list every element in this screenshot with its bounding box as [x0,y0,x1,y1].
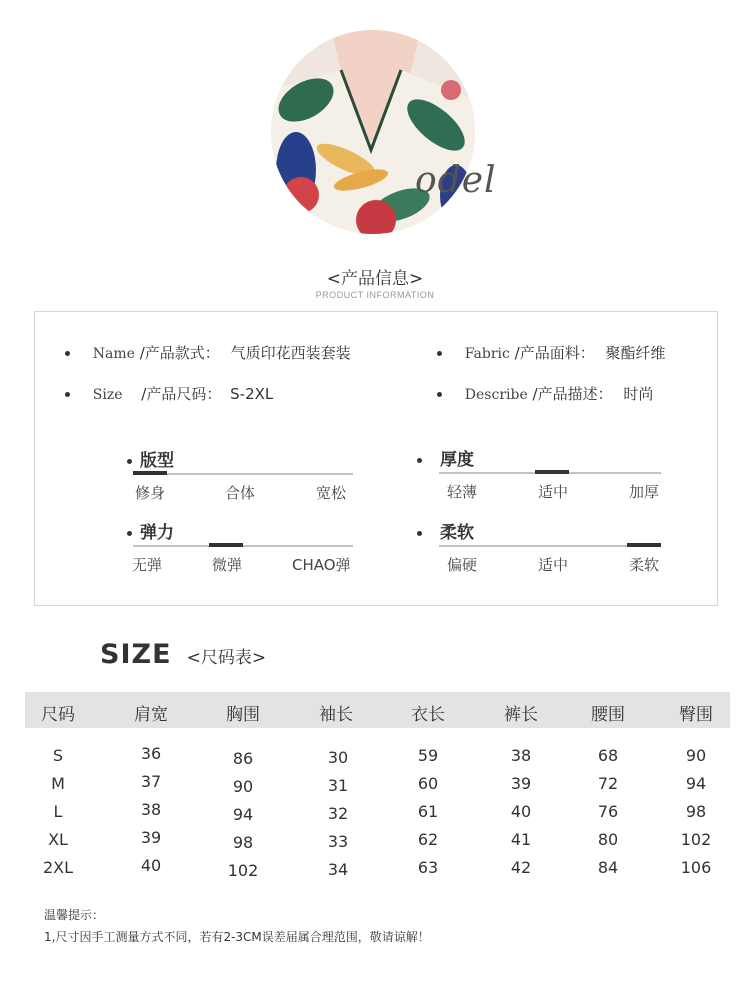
size-table-cell: L [53,802,63,821]
size-table-cell: 30 [327,748,349,767]
info-describe-label-cn: /产品描述： [532,385,613,403]
bullet-icon [65,392,70,397]
size-table-cell: 84 [597,858,619,877]
size-table-cell: 72 [597,774,619,793]
scale-thickness-title: 厚度 [417,445,474,470]
size-table-cell: 61 [417,802,439,821]
info-describe-label-en: Describe [464,387,528,403]
info-size-label-cn: /产品尺码： [141,385,222,403]
size-table-cell: 90 [685,746,707,765]
size-chart-subtitle: <尺码表> [186,648,267,668]
size-table-cell: 63 [417,858,439,877]
size-table-cell: 102 [227,861,259,880]
scale-softness-title: 柔软 [417,518,474,543]
size-table-cell: 33 [327,832,349,851]
size-table-cell: 86 [232,749,254,768]
info-fabric-label-en: Fabric [464,346,510,362]
size-table-cell: 32 [327,804,349,823]
size-table-cell: 106 [680,858,712,877]
size-table-cell: XL [48,830,68,849]
size-table-cell: 41 [510,830,532,849]
size-chart-heading [100,639,266,670]
bullet-icon [65,351,70,356]
scale-elasticity-marker [209,543,243,547]
size-table-header-cell: 臀围 [679,705,713,725]
size-table-cell: 98 [685,802,707,821]
scale-softness-option: 适中 [538,556,569,574]
info-name-label-en: Name [92,346,135,362]
scale-fit-title: 版型 [127,446,174,471]
scale-fit-marker [133,471,167,475]
info-size-row [65,383,273,404]
size-chart-title: SIZE [100,639,172,670]
size-table-cell: 36 [140,744,162,763]
size-table-header-cell: 裤长 [504,705,538,725]
size-table-cell: 94 [232,805,254,824]
info-describe-value: 时尚 [623,385,654,403]
model-script-label: odel [415,160,497,201]
product-info-subtitle: PRODUCT INFORMATION [315,290,435,300]
info-size-label-en: Size [92,387,123,403]
bullet-icon [417,531,422,536]
size-table-cell: 38 [140,800,162,819]
size-table-cell: 68 [597,746,619,765]
scale-softness [417,518,663,578]
bullet-icon [437,392,442,397]
info-fabric-value: 聚酯纤维 [605,344,666,362]
size-table-header-cell: 袖长 [319,705,353,725]
scale-softness-option: 柔软 [629,556,660,574]
scale-fit-option: 修身 [135,484,166,502]
size-table-cell: 39 [510,774,532,793]
scale-fit [127,446,353,506]
scale-elasticity [127,518,367,578]
model-photo [271,30,475,234]
scale-elasticity-option: 微弹 [212,556,243,574]
size-table-header-cell: 腰围 [591,705,625,725]
tips-heading: 温馨提示： [44,908,105,922]
scale-thickness [417,445,663,505]
scale-thickness-marker [535,470,569,474]
size-table-cell: 59 [417,746,439,765]
size-table-cell: 37 [140,772,162,791]
size-table-header-cell: 衣长 [411,705,445,725]
size-table-cell: 34 [327,860,349,879]
scale-fit-option: 宽松 [316,484,347,502]
size-table-cell: 40 [140,856,162,875]
product-info-title: <产品信息> [326,269,424,289]
scale-thickness-option: 适中 [538,483,569,501]
product-info-box [34,311,718,606]
size-table-header-cell: 尺码 [41,705,75,725]
scale-softness-marker [627,543,661,547]
info-name-value: 气质印花西装套装 [230,344,351,362]
bullet-icon [437,351,442,356]
size-table-cell: 94 [685,774,707,793]
scale-thickness-option: 加厚 [629,483,660,501]
info-fabric-label-cn: /产品面料： [514,344,595,362]
size-table-cell: S [52,746,64,765]
info-name-label-cn: /产品款式： [139,344,220,362]
scale-elasticity-option: 无弹 [132,556,163,574]
bullet-icon [127,459,132,464]
size-table-cell: 98 [232,833,254,852]
scale-elasticity-option: CHAO弹 [292,556,351,574]
scale-elasticity-title: 弹力 [127,518,174,543]
info-size-value: S-2XL [230,385,274,403]
size-table-cell: 80 [597,830,619,849]
info-describe-row [437,383,653,404]
size-table-header-cell: 胸围 [226,705,260,725]
bullet-icon [127,531,132,536]
size-table-cell: 102 [680,830,712,849]
size-table-cell: 62 [417,830,439,849]
scale-elasticity-line [133,545,353,547]
size-table-cell: 40 [510,802,532,821]
size-table-cell: 31 [327,776,349,795]
size-table-header-cell: 肩宽 [134,705,168,725]
size-table-cell: 2XL [42,858,74,877]
scale-fit-option: 合体 [225,484,256,502]
size-table-cell: 39 [140,828,162,847]
info-fabric-row [437,342,666,363]
size-table-cell: 60 [417,774,439,793]
size-table-cell: 76 [597,802,619,821]
scale-thickness-option: 轻薄 [447,483,478,501]
size-table-cell: M [51,774,65,793]
bullet-icon [417,458,422,463]
tips-line: 1,尺寸因手工测量方式不同，若有2-3CM误差届属合理范围，敬请谅解！ [44,930,430,944]
size-table-header [25,692,730,728]
size-table-cell: 38 [510,746,532,765]
size-table-cell: 90 [232,777,254,796]
info-name-row [65,342,351,363]
scale-softness-option: 偏硬 [447,556,478,574]
size-table-cell: 42 [510,858,532,877]
